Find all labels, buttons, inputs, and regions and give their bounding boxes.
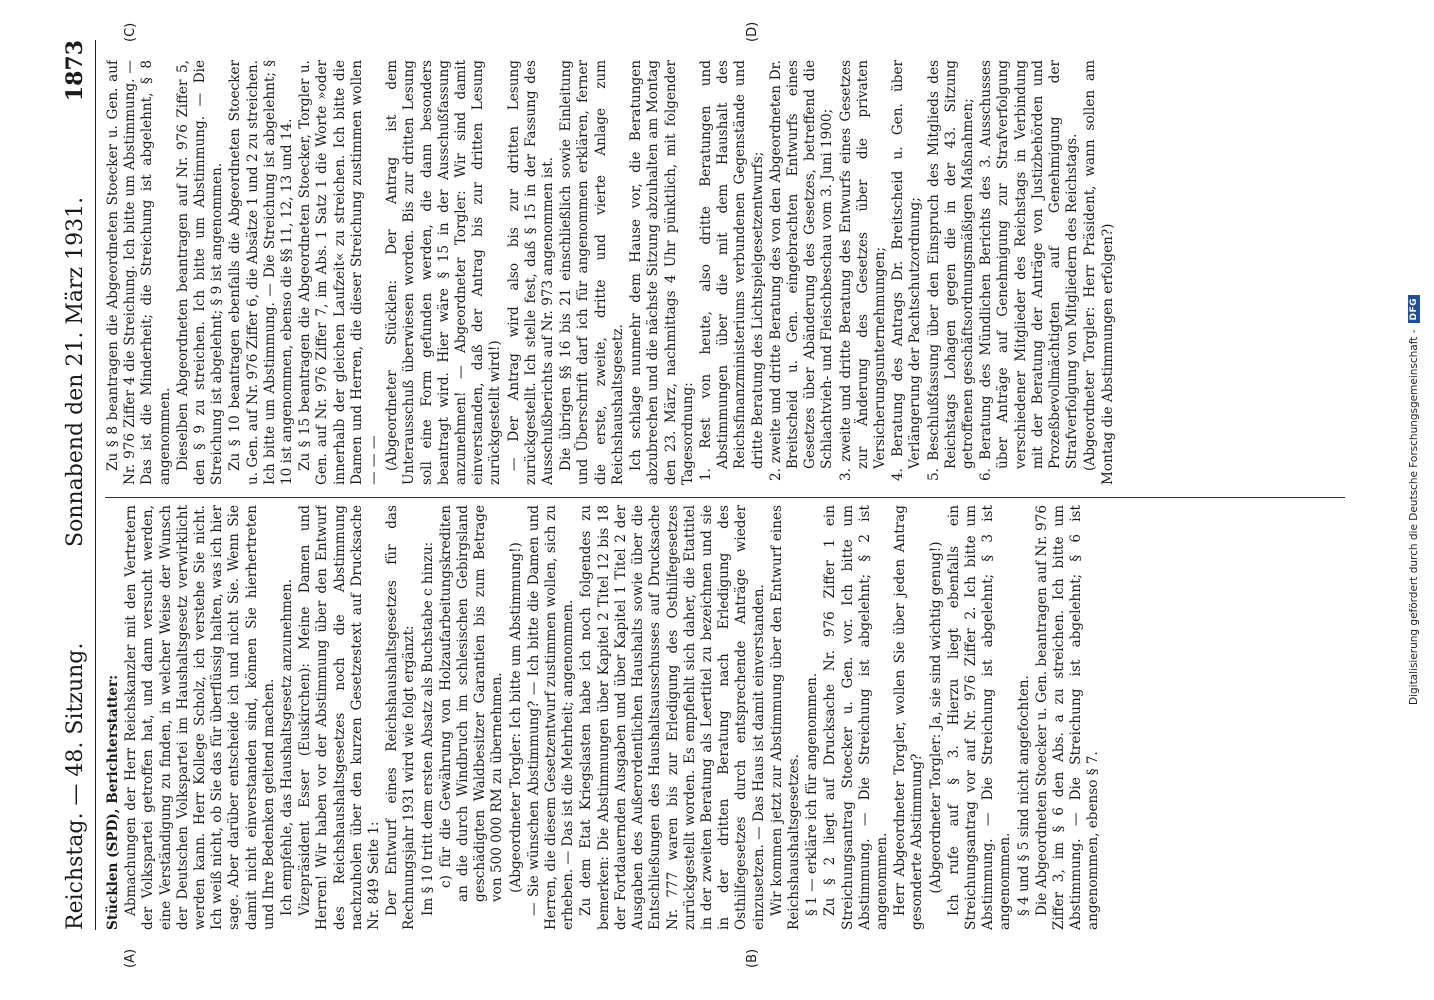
interjection: (Abgeordneter Torgler: Ja, sie sind wichtig genug!) bbox=[927, 541, 944, 894]
paragraph: Ich empfehle, das Haushaltsgesetz anzunehmen. bbox=[279, 578, 296, 916]
margin-marker-b: (B) bbox=[745, 948, 760, 968]
paragraph: Zu § 2 liegt auf Drucksache Nr. 976 Ziffer 1 ein Streichungsantrag Stoecker u. Gen. vor. Ich bitte um Abstimmung. — Die Streichung ist abgelehnt; § 2 ist angenommen. bbox=[822, 505, 890, 930]
margin-marker-a: (A) bbox=[123, 948, 138, 968]
sidebar-credit: Digitalisierung gefördert durch die Deutsche Forschungsgemeinschaft - bbox=[1408, 329, 1420, 706]
paragraph: Ich schlage nunmehr dem Hause vor, die Beratungen abzubrechen und die nächste Sitzung abzuhalten am Montag den 23. März, nachmittags 4 Uhr pünktlich, mit folgender Tagesordnung: bbox=[628, 60, 696, 485]
agenda-item: 3. zweite und dritte Beratung des Entwurfs eines Gesetzes zur Änderung des Gesetzes über die privaten Versicherungsunternehmungen; bbox=[837, 60, 888, 481]
column-divider bbox=[105, 497, 1345, 498]
agenda-item: 2. zweite und dritte Beratung des von den Abgeordneten Dr. Breitscheid u. Gen. eingebrachten Entwurfs eines Gesetzes über Abänderung des Gesetzes, betreffend die Schlachtvieh- und Fleischbeschau vom 3. Juni 1900; bbox=[767, 60, 836, 481]
speaker-line: Stücklen (SPD), Berichterstatter: bbox=[105, 674, 121, 930]
paragraph: c) für die Gewährung von Holzaufarbeitungskrediten an die durch Windbruch im schlesischen Gebirgsland geschädigten Waldbesitzer Garantien bis zum Betrage von 500 000 RM zu übernehmen. bbox=[437, 505, 506, 902]
paragraph: Vizepräsident Esser (Euskirchen): Meine Damen und Herren! Wir haben vor der Abstimmung über den Entwurf des Reichshaushaltsgesetzes noch die Abstimmung nachzuholen über den kurzen Gesetzestext auf Drucksache Nr. 849 Seite 1: bbox=[297, 505, 383, 930]
paragraph: Abmachungen der Herr Reichskanzler mit den Vertretern der Volkspartei getroffen hat, und dann versucht werden, eine Verständigung zu finden, in welcher Weise der Wunsch der Deutschen Volkspartei im Haushaltsgesetz verwirklicht werden kann. Herr Kollege Scholz, ich verstehe Sie nicht. Ich weiß nicht, ob Sie das für überflüssig halten, was ich hier sage. Aber darüber entscheide ich und nicht Sie. Wenn Sie damit nicht einverstanden sind, können Sie hierhertreten und Ihre Bedenken geltend machen. bbox=[123, 505, 277, 930]
dfg-logo: DFG bbox=[1408, 295, 1420, 324]
digitization-sidebar bbox=[1394, 0, 1434, 1000]
paragraph: Ich rufe auf § 3. Hierzu liegt ebenfalls ein Streichungsantrag vor auf Nr. 976 Ziffer 2. Ich bitte um Abstimmung. — Die Streichung ist abgelehnt; § 3 ist angenommen. bbox=[945, 505, 1014, 930]
margin-marker-c: (C) bbox=[123, 22, 138, 42]
header-center: Sonnabend den 21. März 1931. bbox=[62, 196, 88, 547]
margin-marker-d: (D) bbox=[745, 21, 760, 42]
paragraph: Zu dem Etat Kriegslasten habe ich noch folgendes zu bemerken: Die Abstimmungen über Kapitel 2 Titel 12 bis 18 der Fortdauernden Ausgaben und über Kapitel 1 Titel 2 der Ausgaben des Außerordentlichen Haushalts sowie über die Entschließungen des Haushaltsausschusses auf Drucksache Nr. 777 waren bis zur Erledigung des Osthilfegesetzes zurückgestellt worden. Es empfiehlt sich daher, die Etattitel in der zweiten Beratung als Leertitel zu bezeichnen und sie in der dritten Beratung nach Erledigung des Osthilfegesetzes durch entsprechende Anträge wieder einzusetzen. — Das Haus ist damit einverstanden. bbox=[578, 505, 767, 930]
interjection: (Abgeordneter Stücklen: Der Antrag ist dem Unterausschuß überwiesen worden. Bis zur dritten Lesung soll eine Form gefunden werden, die dann besonders beantragt wird. Hier wäre § 15 in der Ausschußfassung anzunehmen! — Abgeordneter Torgler: Wir sind damit einverstanden, daß der Antrag bis zur dritten Lesung zurückgestellt wird!) bbox=[384, 60, 504, 485]
page-header bbox=[55, 40, 96, 930]
agenda-item: 4. Beratung des Antrags Dr. Breitscheid u. Gen. über Verlängerung der Pachtschutzordnung; bbox=[890, 60, 924, 481]
interjection: (Abgeordneter Torgler: Herr Präsident, wann sollen am Montag die Abstimmungen erfolgen?) bbox=[1082, 60, 1116, 485]
right-column bbox=[105, 60, 1365, 485]
paragraph: — Der Antrag wird also bis zur dritten Lesung zurückgestellt. Ich stelle fest, daß § 15 in der Fassung des Ausschußberichts auf Nr. 973 angenommen ist. bbox=[505, 60, 557, 485]
paragraph: § 4 und § 5 sind nicht angefochten. bbox=[1015, 675, 1032, 916]
paragraph: Dieselben Abgeordneten beantragen auf Nr. 976 Ziffer 5, den § 9 zu streichen. Ich bitte um Abstimmung. — Die Streichung ist abgelehnt; § 9 ist angenommen. bbox=[174, 60, 226, 485]
left-column bbox=[105, 505, 1365, 930]
paragraph: Herr Abgeordneter Torgler, wollen Sie über jeden Antrag gesonderte Abstimmung? bbox=[892, 505, 926, 930]
paragraph: § 1 — erkläre ich für angenommen. bbox=[804, 672, 821, 916]
page-number: 1873 bbox=[62, 40, 88, 102]
paragraph: Zu § 8 beantragen die Abgeordneten Stoecker u. Gen. auf Nr. 976 Ziffer 4 die Streichung. Ich bitte um Abstimmung. — Das ist die Minderheit; die Streichung ist abgelehnt, § 8 angenommen. bbox=[105, 60, 173, 485]
header-left: Reichstag. — 48. Sitzung. bbox=[62, 642, 88, 930]
document-page bbox=[45, 0, 1385, 1000]
paragraph: Die übrigen §§ 16 bis 21 einschließlich sowie Einleitung und Überschrift darf ich für angenommen erklären, ferner die erste, zweite, dritte und vierte Anlage zum Reichshaushaltsgesetz. bbox=[558, 60, 626, 485]
agenda-item: 1. Rest von heute, also dritte Beratungen und Abstimmungen über die mit dem Haushalt des Reichsfinanzministeriums verbundenen Gegenstände und dritte Beratung des Lichtspielgesetzentwurfs; bbox=[697, 60, 766, 481]
agenda-item: 5. Beschlußfassung über den Einspruch des Mitglieds des Reichstags Lohagen gegen die in der 43. Sitzung getroffenen geschäftsordnungsmäßigen Maßnahmen; bbox=[925, 60, 976, 481]
paragraph: Die Abgeordneten Stoecker u. Gen. beantragen auf Nr. 976 Ziffer 3, im § 6 den Abs. a zu streichen. Ich bitte um Abstimmung. — Die Streichung ist abgelehnt; § 6 ist angenommen, ebenso § 7. bbox=[1033, 505, 1102, 930]
paragraph: — Sie wünschen Abstimmung? — Ich bitte die Damen und Herren, die diesem Gesetzentwurf zustimmen wollen, sich zu erheben. — Das ist die Mehrheit; angenommen. bbox=[525, 505, 577, 930]
paragraph: Der Entwurf eines Reichshaushaltsgesetzes für das Rechnungsjahr 1931 wird wie folgt ergänzt: bbox=[384, 505, 418, 930]
agenda-item: 6. Beratung des Mündlichen Berichts des 3. Ausschusses über Anträge auf Genehmigung zur Strafverfolgung verschiedener Mitglieder des Reichstags in Verbindung mit der Beratung der Anträge von Justizbehörden und Prozeßbevollmächtigten auf Genehmigung der Strafverfolgung von Mitgliedern des Reichstags. bbox=[978, 60, 1081, 481]
interjection: (Abgeordneter Torgler: Ich bitte um Abstimmung!) bbox=[507, 542, 524, 893]
paragraph: Zu § 10 beantragen ebenfalls die Abgeordneten Stoecker u. Gen. auf Nr. 976 Ziffer 6, die Absätze 1 und 2 zu streichen. Ich bitte um Abstimmung. — Die Streichung ist abgelehnt; § 10 ist angenommen, ebenso die §§ 11, 12, 13 und 14. bbox=[227, 60, 296, 485]
paragraph: Zu § 15 beantragen die Abgeordneten Stoecker, Torgler u. Gen. auf Nr. 976 Ziffer 7, im Abs. 1 Satz 1 die Worte »oder innerhalb der gleichen Laufzeit« zu streichen. Ich bitte die Damen und Herren, die dieser Streichung zustimmen wollen — — — bbox=[297, 60, 383, 485]
paragraph: Im § 10 tritt dem ersten Absatz als Buchstabe c hinzu: bbox=[419, 541, 436, 916]
paragraph: Wir kommen jetzt zur Abstimmung über den Entwurf eines Reichshaushaltsgesetzes. bbox=[768, 505, 802, 930]
